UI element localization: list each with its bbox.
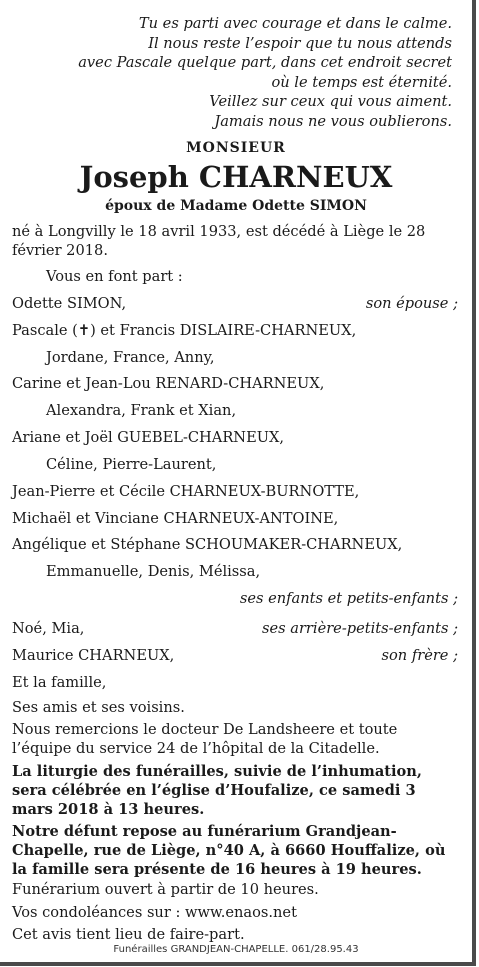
notice-text: Cet avis tient lieu de faire-part. <box>12 926 245 943</box>
family-line: Jordane, France, Anny, <box>46 349 215 366</box>
poem-line: avec Pascale quelque part, dans cet endroit secret <box>78 54 452 72</box>
poem-line: Il nous reste l’espoir que tu nous attends <box>148 34 452 52</box>
family-relation: ses arrière-petits-enfants ; <box>262 620 458 637</box>
deceased-name: Joseph CHARNEUX <box>79 160 393 194</box>
family-line: Alexandra, Frank et Xian, <box>46 402 237 419</box>
family-member: Maurice CHARNEUX, <box>12 647 175 664</box>
family-line: Et la famille, <box>12 674 107 691</box>
funeral-text: La liturgie des funérailles, suivie de l’inhumation, sera célébrée en l’église d’Houfalize, ce samedi 3 mars 2018 à 13 heures. <box>12 763 422 818</box>
family-line: Ariane et Joël GUEBEL-CHARNEUX, <box>12 429 285 446</box>
funeral-home-footer: Funérailles GRANDJEAN-CHAPELLE. 061/28.95.43 <box>113 944 359 955</box>
birth-death-text: né à Longvilly le 18 avril 1933, est décédé à Liège le 28 février 2018. <box>12 223 426 259</box>
spouse-line: époux de Madame Odette SIMON <box>105 198 367 214</box>
family-line: Céline, Pierre-Laurent, <box>46 456 217 473</box>
rests-text: Notre défunt repose au funérarium Grandjean-Chapelle, rue de Liège, n°40 A, à 6660 Houffalize, où la famille sera présente de 16 heures à 19 heures. <box>12 823 446 878</box>
poem-line: Tu es parti avec courage et dans le calme. <box>138 15 452 32</box>
family-line <box>12 294 458 314</box>
family-line: Jean-Pierre et Cécile CHARNEUX-BURNOTTE, <box>12 483 360 500</box>
poem-line: Jamais nous ne vous oublierons. <box>214 112 452 130</box>
family-member: Odette SIMON, <box>12 295 127 312</box>
honorific: MONSIEUR <box>186 140 286 156</box>
opening-hours-text: Funérarium ouvert à partir de 10 heures. <box>12 881 319 898</box>
family-line: Pascale (✝) et Francis DISLAIRE-CHARNEUX, <box>12 322 357 339</box>
family-line: Emmanuelle, Denis, Mélissa, <box>46 563 261 580</box>
family-relation: son épouse ; <box>365 295 458 312</box>
family-line <box>12 619 458 639</box>
family-line: Carine et Jean-Lou RENARD-CHARNEUX, <box>12 375 325 392</box>
family-relation: son frère ; <box>381 647 458 664</box>
family-line: Michaël et Vinciane CHARNEUX-ANTOINE, <box>12 510 339 527</box>
family-line: Angélique et Stéphane SCHOUMAKER-CHARNEUX, <box>12 536 403 553</box>
poem-line: où le temps est éternité. <box>271 73 452 91</box>
friends-text: Ses amis et ses voisins. <box>12 699 185 716</box>
family-line <box>12 646 458 666</box>
condolences-text: Vos condoléances sur : www.enaos.net <box>12 904 297 921</box>
intro-text: Vous en font part : <box>46 268 183 285</box>
poem <box>78 14 452 132</box>
family-member: Noé, Mia, <box>12 620 85 637</box>
family-relation: ses enfants et petits-enfants ; <box>239 590 458 607</box>
thanks-text: Nous remercions le docteur De Landsheere et toute l’équipe du service 24 de l’hôpital de la Citadelle. <box>12 721 398 757</box>
poem-line: Veillez sur ceux qui vous aiment. <box>209 93 452 111</box>
